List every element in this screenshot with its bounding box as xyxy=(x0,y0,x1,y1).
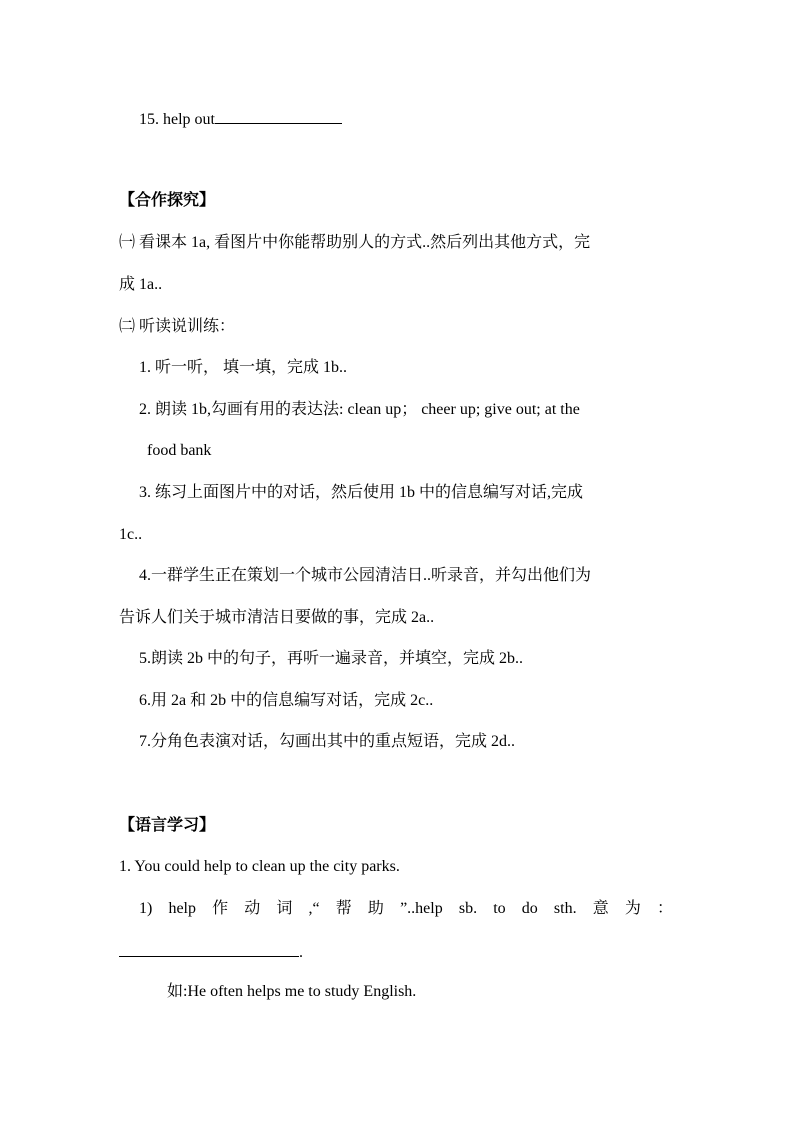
task2-title: ㈡ 听读说训练： xyxy=(119,318,236,335)
sub-point-token: 为 xyxy=(624,900,641,917)
sub-point-token: ： xyxy=(656,900,673,917)
sub-point-1-period: . xyxy=(299,944,303,961)
sub-point-1 xyxy=(139,899,673,919)
step-3-line2: 1c.. xyxy=(119,526,143,543)
step-2-line2: food bank xyxy=(147,442,212,459)
sub-point-token: help xyxy=(168,900,196,917)
step-2-line1: 2. 朗读 1b,勾画有用的表达法: clean up； cheer up; give out; at the xyxy=(139,401,580,418)
task1-line2: 成 1a.. xyxy=(119,276,163,293)
sub-point-token: ,“ xyxy=(308,900,320,917)
sub-point-1-answer xyxy=(119,941,303,963)
step-6: 6.用 2a 和 2b 中的信息编写对话，完成 2c.. xyxy=(139,692,434,709)
sub-point-token: 帮 xyxy=(335,900,352,917)
answer-blank xyxy=(215,108,342,124)
step-7: 7.分角色表演对话，勾画出其中的重点短语，完成 2d.. xyxy=(139,733,516,750)
vocab-item-15-text: 15. help out xyxy=(139,111,215,128)
task1-line1: ㈠ 看课本 1a, 看图片中你能帮助别人的方式..然后列出其他方式，完 xyxy=(119,234,591,251)
step-4-line2: 告诉人们关于城市清洁日要做的事，完成 2a.. xyxy=(119,609,435,626)
example-sentence: 如:He often helps me to study English. xyxy=(167,983,417,1000)
sub-point-token: to xyxy=(493,900,506,917)
language-point-1: 1. You could help to clean up the city parks. xyxy=(119,858,400,875)
sub-point-token: 作 xyxy=(212,900,229,917)
sub-point-token: ”..help xyxy=(400,900,443,917)
step-4-line1: 4.一群学生正在策划一个城市公园清洁日..听录音，并勾出他们为 xyxy=(139,567,592,584)
sub-point-token: 词 xyxy=(276,900,293,917)
sub-point-token: 动 xyxy=(244,900,261,917)
sub-point-token: 意 xyxy=(592,900,609,917)
step-5: 5.朗读 2b 中的句子，再听一遍录音，并填空，完成 2b.. xyxy=(139,650,524,667)
vocab-item-15 xyxy=(139,108,342,130)
sub-point-token: sb. xyxy=(458,900,478,917)
section-heading-language: 【语言学习】 xyxy=(119,817,216,834)
sub-point-token: 助 xyxy=(367,900,384,917)
sub-point-token: 1) xyxy=(139,900,153,917)
sub-point-token: sth. xyxy=(553,900,577,917)
section-heading-cooperate: 【合作探究】 xyxy=(119,192,216,209)
answer-blank xyxy=(119,941,299,957)
sub-point-token: do xyxy=(521,900,538,917)
step-3-line1: 3. 练习上面图片中的对话，然后使用 1b 中的信息编写对话,完成 xyxy=(139,484,584,501)
step-1: 1. 听一听， 填一填，完成 1b.. xyxy=(139,359,348,376)
